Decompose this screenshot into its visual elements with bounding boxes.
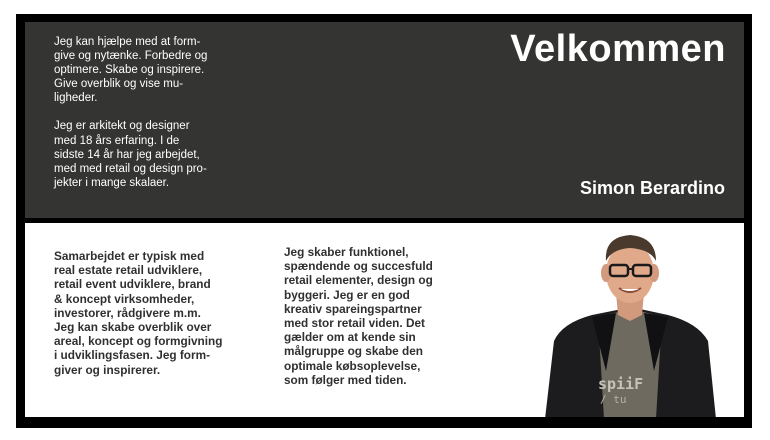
intro-paragraph-1: Jeg kan hjælpe med at form- give og nytænke. Forbedre og optimere. Skabe og inspirere. Give overblik og vise mu- ligheder. — [54, 36, 208, 105]
services-text: Jeg skaber funktionel, spændende og succesfuld retail elementer, design og byggeri. Jeg er en god kreativ spareingspartner med stor retail viden. Det gælder om at kende sin målgruppe og skabe den optimale købsoplevelse, som følger med tiden. — [284, 245, 433, 387]
header-panel — [25, 22, 744, 218]
svg-text:spiiF: spiiF — [598, 375, 644, 393]
portrait-photo — [540, 231, 720, 417]
intro-text — [54, 35, 254, 190]
content-panel — [25, 223, 744, 417]
svg-text:/ tu: / tu — [600, 393, 627, 406]
collaboration-text: Samarbejdet er typisk med real estate retail udviklere, retail event udviklere, brand & koncept virksomheder, investorer, rådgivere m.m. Jeg kan skabe overblik over areal, koncept og formgivning i udviklingsfasen. Jeg form- giver og inspirerer. — [54, 249, 223, 377]
author-name: Simon Berardino — [579, 178, 725, 198]
page-title: Velkommen — [510, 28, 726, 70]
intro-paragraph-2: Jeg er arkitekt og designer med 18 års erfaring. I de sidste 14 år har jeg arbejdet, med med retail og design pro- jekter i mange skalaer. — [54, 120, 207, 189]
